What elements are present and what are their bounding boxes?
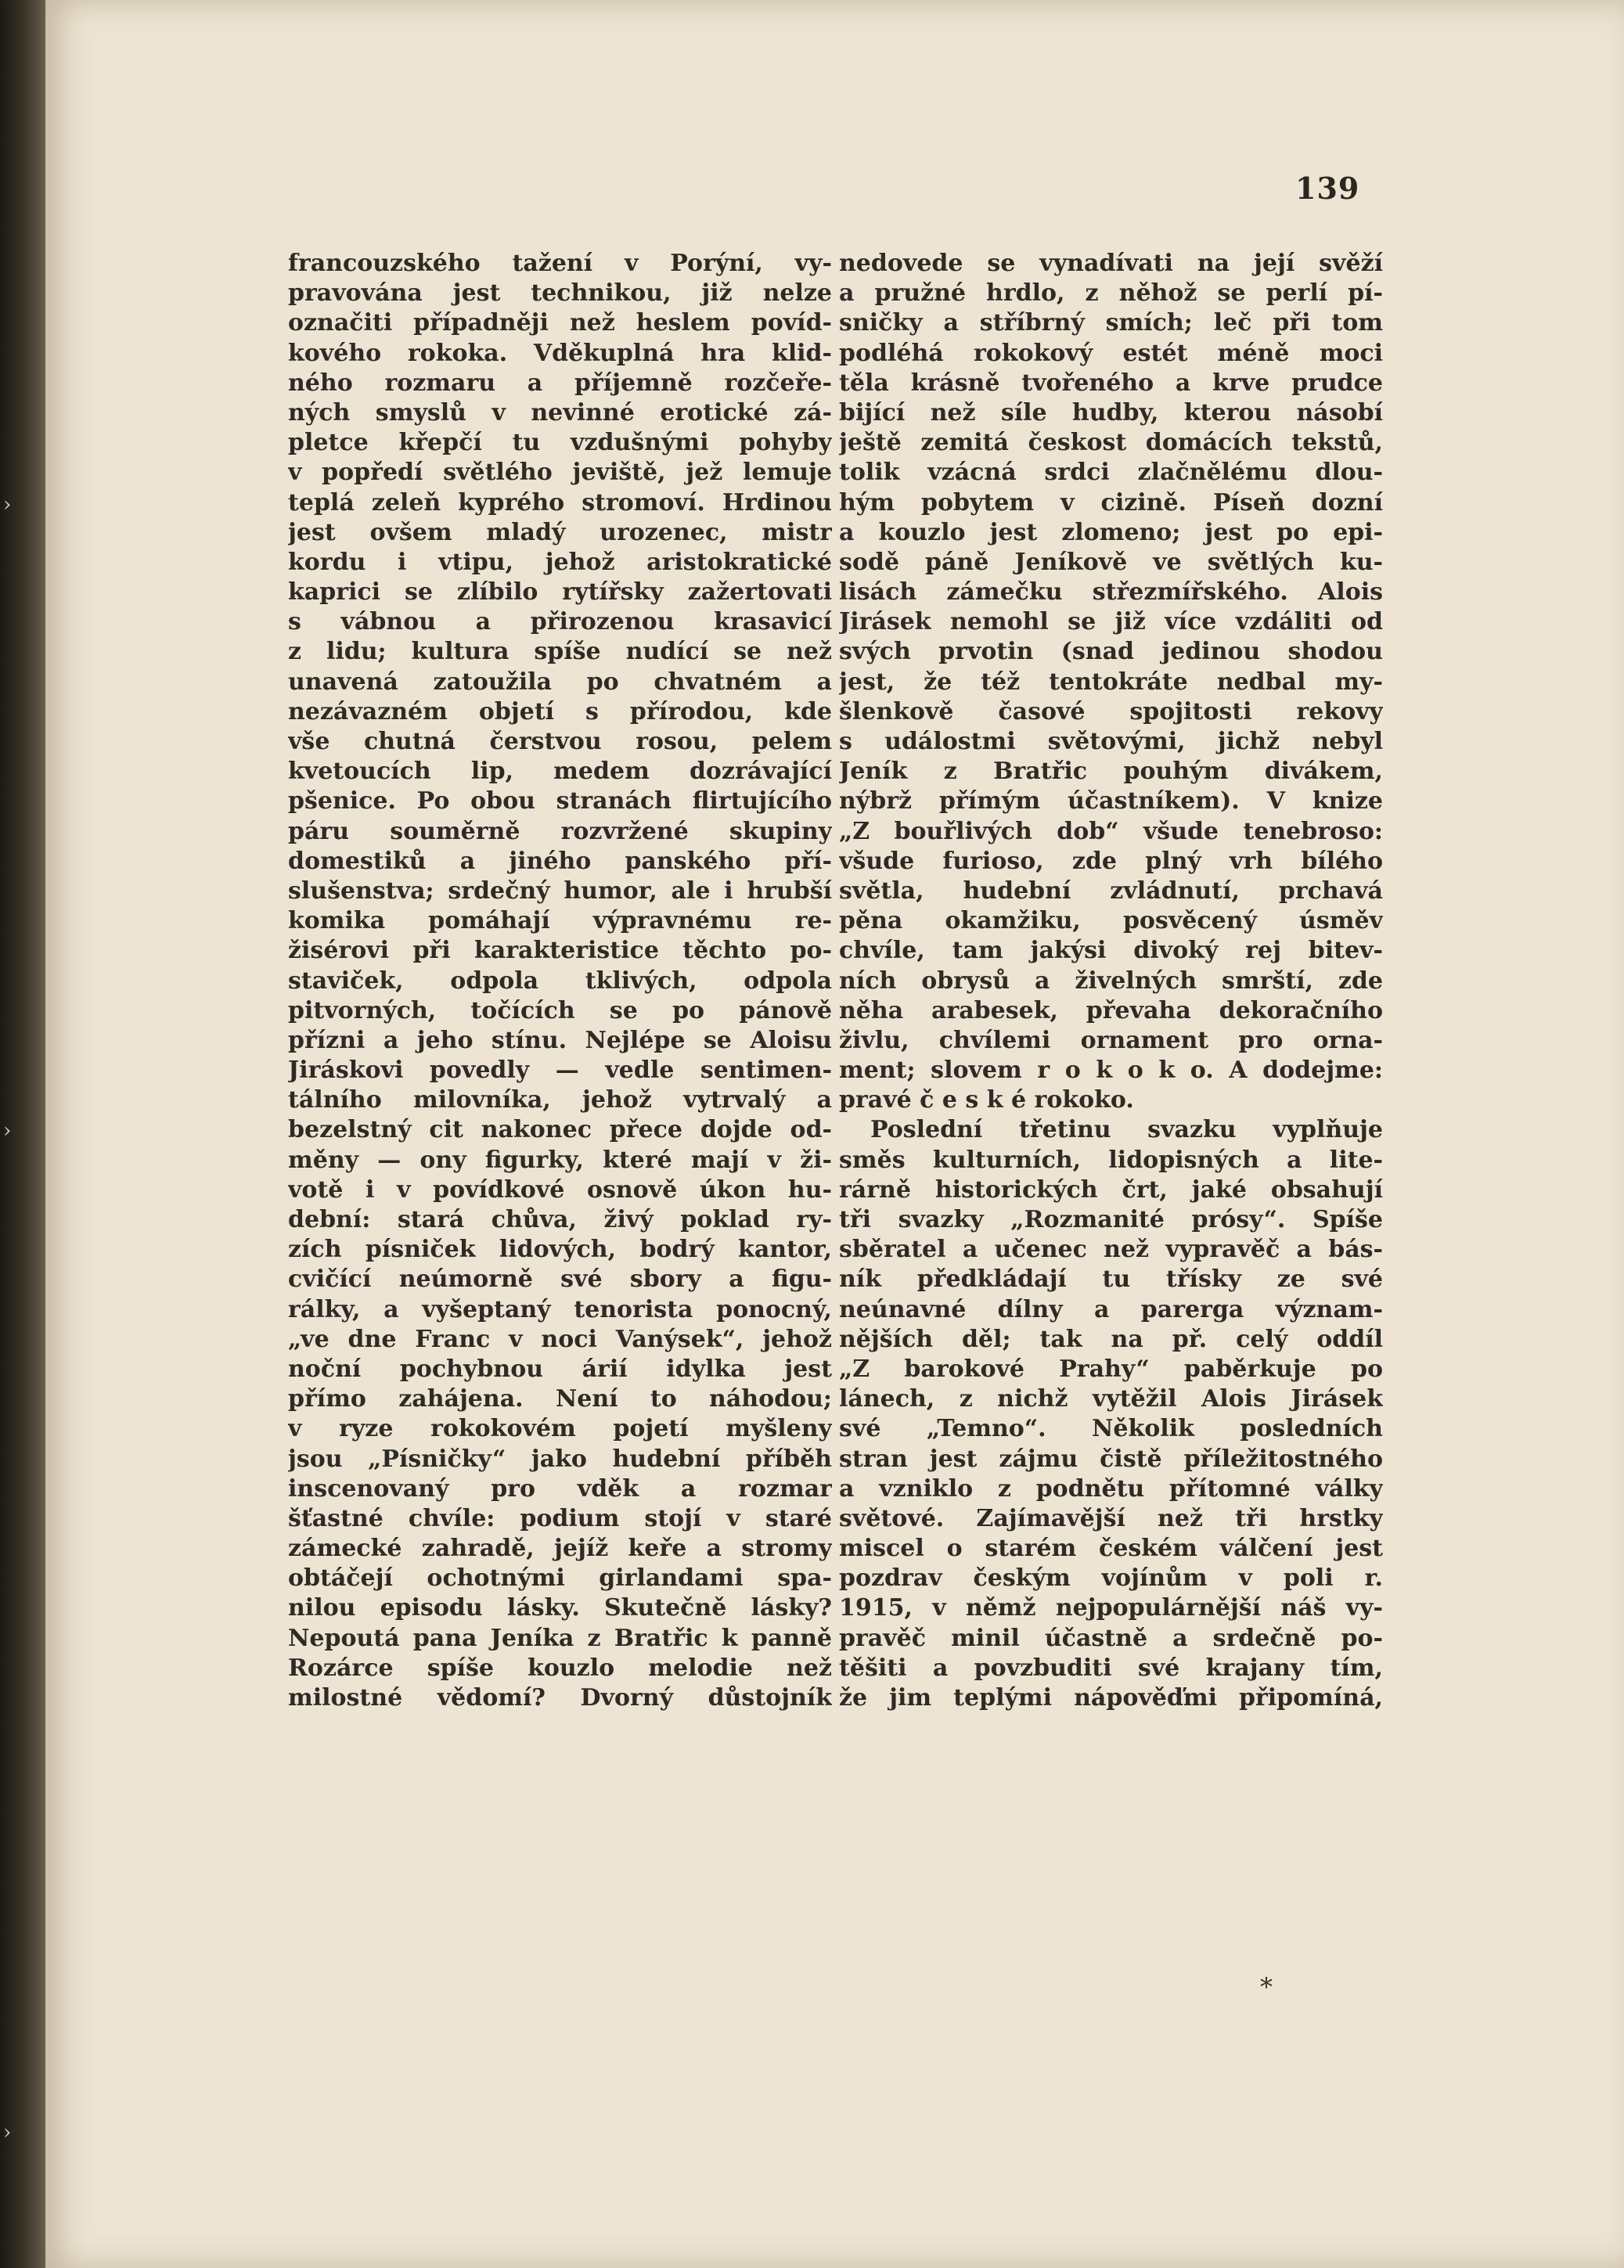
- book-page: [45, 0, 1624, 2268]
- text-line: „Z barokové Prahy“ paběrkuje po: [839, 1355, 1383, 1383]
- right-text-column: [839, 249, 1383, 1713]
- text-line: přímo zahájena. Není to náhodou;: [288, 1385, 832, 1413]
- text-line: žisérovi při karakteristice těchto po-: [288, 937, 832, 965]
- left-text-column: [288, 249, 832, 1713]
- text-line: ného rozmaru a příjemně rozčeře-: [288, 369, 832, 397]
- text-line: ných smyslů v nevinné erotické zá-: [288, 398, 832, 427]
- margin-arrow-icon: ›: [3, 493, 12, 517]
- text-line: votě i v povídkové osnově úkon hu-: [288, 1175, 832, 1204]
- text-line: pěna okamžiku, posvěcený úsměv: [839, 907, 1383, 935]
- text-line: v popředí světlého jeviště, jež lemuje: [288, 459, 832, 487]
- text-line: v ryze rokokovém pojetí myšleny: [288, 1415, 832, 1443]
- text-line: Jeník z Bratřic pouhým divákem,: [839, 758, 1383, 786]
- text-line: inscenovaný pro vděk a rozmar: [288, 1474, 832, 1503]
- text-line: cvičící neúmorně své sbory a figu-: [288, 1265, 832, 1294]
- book-binding-edge: [0, 0, 45, 2268]
- text-line: ník předkládají tu třísky ze své: [839, 1265, 1383, 1294]
- text-line: směs kulturních, lidopisných a lite-: [839, 1146, 1383, 1174]
- text-line: nedovede se vynadívati na její svěží: [839, 250, 1383, 277]
- text-line: světla, hudební zvládnutí, prchavá: [839, 877, 1383, 905]
- text-line: noční pochybnou árií idylka jest: [288, 1355, 832, 1383]
- text-line: miscel o starém českém válčení jest: [839, 1535, 1383, 1563]
- text-line: nezávazném objetí s přírodou, kde: [288, 697, 832, 725]
- text-line: rálky, a vyšeptaný tenorista ponocný,: [288, 1295, 832, 1323]
- text-line: bezelstný cit nakonec přece dojde od-: [288, 1116, 832, 1144]
- text-line: pravé č e s k é rokoko.: [839, 1086, 1134, 1114]
- text-line: pšenice. Po obou stranách flirtujícího: [288, 787, 832, 815]
- text-line: sběratel a učenec než vypravěč a bás-: [839, 1236, 1383, 1264]
- text-line: hým pobytem v cizině. Píseň dozní: [839, 488, 1383, 517]
- text-line: Nepoutá pana Jeníka z Bratřic k panně: [288, 1624, 832, 1652]
- text-line: své „Temno“. Několik posledních: [839, 1415, 1383, 1443]
- text-line: a kouzlo jest zlomeno; jest po epi-: [839, 518, 1383, 546]
- text-line: jsou „Písničky“ jako hudební příběh: [288, 1445, 832, 1473]
- text-line: páru souměrně rozvržené skupiny: [288, 817, 832, 845]
- text-line: nějších děl; tak na př. celý oddíl: [839, 1325, 1383, 1353]
- end-mark: *: [1260, 1972, 1273, 2002]
- text-line: pitvorných, točících se po pánově: [288, 996, 832, 1024]
- text-line: „Z bouřlivých dob“ všude tenebroso:: [839, 817, 1383, 845]
- text-line: ment; slovem r o k o k o. A dodejme:: [839, 1057, 1383, 1085]
- text-line: neúnavné dílny a parerga význam-: [839, 1295, 1383, 1323]
- text-line: dební: stará chůva, živý poklad ry-: [288, 1206, 832, 1233]
- text-line: Poslední třetinu svazku vyplňuje: [870, 1116, 1383, 1144]
- text-line: sničky a stříbrný smích; leč při tom: [839, 309, 1383, 337]
- text-line: kaprici se zlíbilo rytířsky zažertovati: [288, 578, 832, 607]
- text-line: s událostmi světovými, jichž nebyl: [839, 728, 1383, 755]
- text-line: označiti případněji než heslem povíd-: [288, 309, 832, 337]
- text-line: domestiků a jiného panského pří-: [288, 847, 832, 875]
- text-line: šlenkově časové spojitosti rekovy: [839, 697, 1383, 725]
- text-line: chvíle, tam jakýsi divoký rej bitev-: [839, 937, 1383, 965]
- text-line: lisách zámečku střezmířského. Alois: [839, 578, 1383, 607]
- text-line: zámecké zahradě, jejíž keře a stromy: [288, 1535, 832, 1563]
- text-line: nýbrž přímým účastníkem). V knize: [839, 787, 1383, 815]
- text-line: milostné vědomí? Dvorný důstojník: [288, 1684, 832, 1712]
- text-line: z lidu; kultura spíše nudící se než: [288, 638, 832, 666]
- text-line: tálního milovníka, jehož vytrvalý a: [288, 1086, 832, 1114]
- text-line: francouzského tažení v Porýní, vy-: [288, 250, 832, 277]
- text-line: sodě páně Jeníkově ve světlých ku-: [839, 548, 1383, 576]
- text-line: bijící než síle hudby, kterou násobí: [839, 398, 1383, 427]
- text-line: světové. Zajímavější než tři hrstky: [839, 1504, 1383, 1532]
- text-line: nilou episodu lásky. Skutečně lásky?: [288, 1594, 832, 1622]
- text-line: těla krásně tvořeného a krve prudce: [839, 369, 1383, 397]
- text-line: těšiti a povzbuditi své krajany tím,: [839, 1654, 1383, 1682]
- text-line: zích písniček lidových, bodrý kantor,: [288, 1236, 832, 1264]
- text-line: kvetoucích lip, medem dozrávající: [288, 758, 832, 786]
- text-line: „ve dne Franc v noci Vanýsek“, jehož: [288, 1325, 832, 1353]
- text-line: s vábnou a přirozenou krasavicí: [288, 608, 832, 636]
- text-line: něha arabesek, převaha dekoračního: [839, 996, 1383, 1024]
- text-line: ještě zemitá českost domácích tekstů,: [839, 429, 1383, 457]
- text-line: tolik vzácná srdci zlačnělému dlou-: [839, 459, 1383, 487]
- text-line: všude furioso, zde plný vrh bílého: [839, 847, 1383, 875]
- text-line: jest ovšem mladý urozenec, mistr: [288, 518, 832, 546]
- text-line: ních obrysů a živelných smrští, zde: [839, 967, 1383, 995]
- text-line: kordu i vtipu, jehož aristokratické: [288, 548, 832, 576]
- text-line: pravována jest technikou, již nelze: [288, 279, 832, 308]
- text-line: slušenstva; srdečný humor, ale i hrubší: [288, 877, 832, 905]
- text-line: přízni a jeho stínu. Nejlépe se Aloisu: [288, 1026, 832, 1054]
- text-line: že jim teplými nápověďmi připomíná,: [839, 1684, 1383, 1712]
- text-line: pletce křepčí tu vzdušnými pohyby: [288, 429, 832, 457]
- text-line: vše chutná čerstvou rosou, pelem: [288, 728, 832, 755]
- text-line: živlu, chvílemi ornament pro orna-: [839, 1026, 1383, 1054]
- text-line: stran jest zájmu čistě příležitostného: [839, 1445, 1383, 1473]
- text-line: lánech, z nichž vytěžil Alois Jirásek: [839, 1385, 1383, 1413]
- text-line: podléhá rokokový estét méně moci: [839, 339, 1383, 367]
- text-line: pravěč minil účastně a srdečně po-: [839, 1624, 1383, 1652]
- text-line: Rozárce spíše kouzlo melodie než: [288, 1654, 832, 1682]
- text-line: šťastné chvíle: podium stojí v staré: [288, 1504, 832, 1532]
- text-line: kového rokoka. Vděkuplná hra klid-: [288, 339, 832, 367]
- text-line: svých prvotin (snad jedinou shodou: [839, 638, 1383, 666]
- text-line: obtáčejí ochotnými girlandami spa-: [288, 1564, 832, 1593]
- text-line: unavená zatoužila po chvatném a: [288, 668, 832, 696]
- text-line: 1915, v němž nejpopulárnější náš vy-: [839, 1594, 1383, 1622]
- text-line: rárně historických črt, jaké obsahují: [839, 1175, 1383, 1204]
- page-number: 139: [1295, 171, 1360, 206]
- text-line: tři svazky „Rozmanité prósy“. Spíše: [839, 1206, 1383, 1233]
- text-line: Jiráskovi povedly — vedle sentimen-: [288, 1057, 832, 1085]
- text-line: pozdrav českým vojínům v poli r.: [839, 1564, 1383, 1593]
- text-line: měny — ony figurky, které mají v ži-: [288, 1146, 832, 1174]
- text-line: Jirásek nemohl se již více vzdáliti od: [839, 608, 1383, 636]
- margin-arrow-icon: ›: [3, 2121, 12, 2144]
- text-line: komika pomáhají výpravnému re-: [288, 907, 832, 935]
- margin-arrow-icon: ›: [3, 1119, 12, 1143]
- text-line: a pružné hrdlo, z něhož se perlí pí-: [839, 279, 1383, 308]
- text-line: teplá zeleň kyprého stromoví. Hrdinou: [288, 488, 832, 517]
- text-line: a vzniklo z podnětu přítomné války: [839, 1474, 1383, 1503]
- text-line: jest, že též tentokráte nedbal my-: [839, 668, 1383, 696]
- text-line: staviček, odpola tklivých, odpola: [288, 967, 832, 995]
